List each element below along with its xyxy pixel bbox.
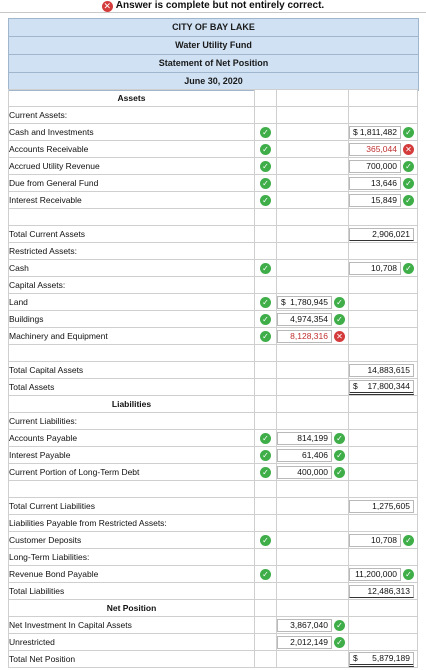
- column-1: [277, 277, 349, 294]
- amount-col1-input[interactable]: [277, 449, 332, 462]
- column-1: [277, 634, 349, 651]
- amount-col2-cell: [349, 143, 417, 156]
- error-icon: ✕: [403, 144, 414, 155]
- mark-cell: [255, 413, 277, 430]
- mark-cell: [255, 226, 277, 243]
- amount-col1-input[interactable]: [277, 330, 332, 343]
- amount-col2-input[interactable]: [349, 568, 401, 581]
- amount-col1-cell: [277, 449, 348, 462]
- mark-cell: [255, 447, 277, 464]
- check-icon: ✓: [260, 433, 271, 444]
- column-1: [277, 413, 349, 430]
- amount-value: 700,000: [366, 161, 397, 171]
- column-2: [349, 498, 418, 515]
- currency-prefix: $: [281, 297, 286, 307]
- column-2: [349, 328, 418, 345]
- check-icon: ✓: [403, 535, 414, 546]
- check-icon: ✓: [334, 433, 345, 444]
- table-row: [9, 430, 418, 447]
- amount-col1-input[interactable]: [277, 466, 332, 479]
- row-label: Net Investment In Capital Assets: [9, 617, 255, 634]
- check-icon: ✓: [334, 467, 345, 478]
- column-2: [349, 158, 418, 175]
- mark-cell: [255, 175, 277, 192]
- amount-col1-cell: [277, 432, 348, 445]
- row-label: Capital Assets:: [9, 277, 255, 294]
- entity-name: CITY OF BAY LAKE: [9, 19, 418, 37]
- amount-col1-input[interactable]: [277, 619, 332, 632]
- amount-value: 10,708: [371, 535, 397, 545]
- check-icon: ✓: [260, 263, 271, 274]
- mark-cell: [255, 107, 277, 124]
- mark-cell: [255, 141, 277, 158]
- column-2: [349, 175, 418, 192]
- amount-value: 365,044: [366, 144, 397, 154]
- amount-col2-input[interactable]: [349, 126, 401, 139]
- check-icon: ✓: [260, 144, 271, 155]
- check-icon: ✓: [260, 195, 271, 206]
- row-label[interactable]: Machinery and Equipment: [9, 328, 255, 345]
- amount-col1-input[interactable]: [277, 296, 332, 309]
- column-1: [277, 141, 349, 158]
- column-2: [349, 277, 418, 294]
- mark-cell: [255, 651, 277, 668]
- amount-value: 1,780,945: [290, 297, 328, 307]
- mark-cell: [255, 243, 277, 260]
- amount-value: 10,708: [371, 263, 397, 273]
- row-label: Total Capital Assets: [9, 362, 255, 379]
- check-icon: ✓: [260, 569, 271, 580]
- column-2: [349, 260, 418, 277]
- row-label[interactable]: Interest Receivable: [9, 192, 255, 209]
- mark-cell: [255, 362, 277, 379]
- row-label: Liabilities Payable from Restricted Assets:: [9, 515, 255, 532]
- table-row: [9, 243, 418, 260]
- mark-cell: [255, 583, 277, 600]
- column-2: [349, 617, 418, 634]
- mark-cell: [255, 379, 277, 396]
- check-icon: ✓: [403, 127, 414, 138]
- banner-text: Answer is complete but not entirely correct.: [115, 0, 325, 11]
- column-1: [277, 192, 349, 209]
- column-1: [277, 617, 349, 634]
- table-row: [9, 362, 418, 379]
- row-label[interactable]: Land: [9, 294, 255, 311]
- check-icon: ✓: [334, 620, 345, 631]
- amount-col1-input[interactable]: [277, 313, 332, 326]
- column-1: [277, 328, 349, 345]
- amount-col1-input[interactable]: [277, 432, 332, 445]
- table-row: [9, 328, 418, 345]
- check-icon: ✓: [403, 263, 414, 274]
- amount-col2-input[interactable]: [349, 652, 414, 667]
- amount-col1-cell: [277, 466, 348, 479]
- mark-cell: [255, 192, 277, 209]
- amount-col2-cell: [349, 177, 417, 190]
- row-label: Total Liabilities: [9, 583, 255, 600]
- currency-prefix: $: [353, 127, 358, 137]
- column-1: [277, 107, 349, 124]
- table-row: [9, 651, 418, 668]
- column-1: [277, 311, 349, 328]
- check-icon: ✓: [260, 161, 271, 172]
- column-2: [349, 226, 418, 243]
- row-label: Unrestricted: [9, 634, 255, 651]
- column-2: [349, 192, 418, 209]
- table-row: [9, 413, 418, 430]
- check-icon: ✓: [334, 637, 345, 648]
- column-1: [277, 294, 349, 311]
- row-label[interactable]: Cash and Investments: [9, 124, 255, 141]
- row-label[interactable]: Revenue Bond Payable: [9, 566, 255, 583]
- table-row: [9, 124, 418, 141]
- fund-name: Water Utility Fund: [9, 37, 418, 55]
- column-2: [349, 294, 418, 311]
- table-row: [9, 226, 418, 243]
- amount-col2-cell: [349, 262, 417, 275]
- amount-col2-input[interactable]: [349, 585, 414, 598]
- column-1: [277, 651, 349, 668]
- column-1: [277, 243, 349, 260]
- check-icon: ✓: [260, 331, 271, 342]
- column-1: [277, 549, 349, 566]
- table-row: [9, 107, 418, 124]
- mark-cell: [255, 566, 277, 583]
- column-1: [277, 498, 349, 515]
- check-icon: ✓: [260, 127, 271, 138]
- amount-col2-input[interactable]: [349, 228, 414, 241]
- mark-cell: [255, 124, 277, 141]
- mark-cell: [255, 617, 277, 634]
- amount-col1-cell: [277, 619, 348, 632]
- amount-col2-input[interactable]: [349, 194, 401, 207]
- amount-value: 61,406: [302, 450, 328, 460]
- row-label[interactable]: Customer Deposits: [9, 532, 255, 549]
- table-row: [9, 515, 418, 532]
- column-1: [277, 379, 349, 396]
- amount-col1-input[interactable]: [277, 636, 332, 649]
- amount-col1-cell: [277, 330, 348, 343]
- column-2: [349, 515, 418, 532]
- mark-cell: [255, 328, 277, 345]
- section-title: Liabilities: [9, 396, 255, 413]
- check-icon: ✓: [334, 297, 345, 308]
- amount-col2-cell: [349, 500, 417, 513]
- mark-cell: [255, 549, 277, 566]
- column-2: [349, 566, 418, 583]
- column-2: [349, 379, 418, 396]
- row-label[interactable]: Accounts Receivable: [9, 141, 255, 158]
- column-2: [349, 141, 418, 158]
- amount-value: 14,883,615: [367, 365, 410, 375]
- column-1: [277, 260, 349, 277]
- column-2: [349, 447, 418, 464]
- check-icon: ✓: [334, 314, 345, 325]
- amount-value: 3,867,040: [290, 620, 328, 630]
- column-2: [349, 413, 418, 430]
- table-row: [9, 617, 418, 634]
- statement-title: Statement of Net Position: [9, 55, 418, 73]
- amount-col1-cell: [277, 296, 348, 309]
- amount-value: 400,000: [297, 467, 328, 477]
- amount-col2-input[interactable]: [349, 500, 414, 513]
- check-icon: ✓: [403, 161, 414, 172]
- mark-cell: [255, 260, 277, 277]
- table-row: [9, 311, 418, 328]
- amount-col2-input[interactable]: [349, 262, 401, 275]
- check-icon: ✓: [403, 569, 414, 580]
- column-2: [349, 583, 418, 600]
- table-row: [9, 498, 418, 515]
- table-row: [9, 294, 418, 311]
- table-row: [9, 158, 418, 175]
- check-icon: ✓: [260, 467, 271, 478]
- amount-value: 2,012,149: [290, 637, 328, 647]
- mark-cell: [255, 532, 277, 549]
- row-label: Total Net Position: [9, 651, 255, 668]
- mark-cell: [255, 634, 277, 651]
- currency-prefix: $: [353, 653, 358, 663]
- table-row: [9, 447, 418, 464]
- column-1: [277, 362, 349, 379]
- table-row: [9, 192, 418, 209]
- amount-value: 5,879,189: [372, 653, 410, 663]
- result-banner: [0, 0, 426, 13]
- table-row: [9, 260, 418, 277]
- amount-value: 4,974,354: [290, 314, 328, 324]
- column-2: [349, 549, 418, 566]
- row-label: Restricted Assets:: [9, 243, 255, 260]
- row-label: Long-Term Liabilities:: [9, 549, 255, 566]
- mark-cell: [255, 294, 277, 311]
- mark-cell: [255, 515, 277, 532]
- row-label[interactable]: Cash: [9, 260, 255, 277]
- row-label[interactable]: Accounts Payable: [9, 430, 255, 447]
- row-label: Current Assets:: [9, 107, 255, 124]
- row-label: Total Current Liabilities: [9, 498, 255, 515]
- mark-cell: [255, 498, 277, 515]
- column-1: [277, 532, 349, 549]
- amount-col2-input[interactable]: [349, 534, 401, 547]
- table-row: [9, 481, 418, 498]
- amount-value: 8,128,316: [290, 331, 328, 341]
- amount-col2-cell: [349, 534, 417, 547]
- row-label: Total Current Assets: [9, 226, 255, 243]
- column-2: [349, 311, 418, 328]
- check-icon: ✓: [260, 297, 271, 308]
- amount-col2-input[interactable]: [349, 364, 414, 377]
- row-label: Current Liabilities:: [9, 413, 255, 430]
- column-1: [277, 464, 349, 481]
- error-icon: ✕: [103, 0, 112, 11]
- net-position-table: [8, 89, 418, 668]
- column-2: [349, 362, 418, 379]
- table-row: [9, 277, 418, 294]
- amount-value: 1,811,482: [359, 127, 397, 137]
- column-1: [277, 175, 349, 192]
- amount-col2-input[interactable]: [349, 143, 401, 156]
- currency-prefix: $: [353, 381, 358, 391]
- section-header-row: [9, 396, 418, 413]
- column-2: [349, 124, 418, 141]
- row-label[interactable]: Current Portion of Long-Term Debt: [9, 464, 255, 481]
- check-icon: ✓: [260, 450, 271, 461]
- column-1: [277, 226, 349, 243]
- table-row: [9, 634, 418, 651]
- table-row: [9, 379, 418, 396]
- column-1: [277, 124, 349, 141]
- amount-col2-input[interactable]: [349, 177, 401, 190]
- column-2: [349, 532, 418, 549]
- mark-cell: [255, 464, 277, 481]
- column-2: [349, 651, 418, 668]
- amount-col2-cell: [349, 568, 417, 581]
- section-header-row: [9, 600, 418, 617]
- section-header-row: [9, 90, 418, 107]
- section-title: Net Position: [9, 600, 255, 617]
- column-1: [277, 583, 349, 600]
- table-row: [9, 464, 418, 481]
- column-2: [349, 634, 418, 651]
- check-icon: ✓: [260, 535, 271, 546]
- error-icon: ✕: [334, 331, 345, 342]
- section-title: Assets: [9, 90, 255, 107]
- row-label: Total Assets: [9, 379, 255, 396]
- amount-value: 2,906,021: [372, 229, 410, 239]
- table-row: [9, 583, 418, 600]
- table-row: [9, 549, 418, 566]
- amount-col1-cell: [277, 636, 348, 649]
- column-1: [277, 447, 349, 464]
- mark-cell: [255, 277, 277, 294]
- amount-col2-input[interactable]: [349, 380, 414, 395]
- table-row: [9, 175, 418, 192]
- amount-col2-input[interactable]: [349, 160, 401, 173]
- mark-cell: [255, 311, 277, 328]
- row-label[interactable]: Interest Payable: [9, 447, 255, 464]
- amount-col2-cell: [349, 126, 417, 139]
- column-2: [349, 430, 418, 447]
- column-2: [349, 464, 418, 481]
- amount-col2-cell: [349, 194, 417, 207]
- check-icon: ✓: [403, 195, 414, 206]
- amount-col2-cell: [349, 585, 417, 598]
- table-row: [9, 532, 418, 549]
- column-2: [349, 243, 418, 260]
- check-icon: ✓: [260, 314, 271, 325]
- amount-value: 17,800,344: [367, 381, 410, 391]
- check-icon: ✓: [260, 178, 271, 189]
- amount-col2-cell: [349, 160, 417, 173]
- mark-cell: [255, 430, 277, 447]
- row-label[interactable]: Due from General Fund: [9, 175, 255, 192]
- column-1: [277, 515, 349, 532]
- table-row: [9, 345, 418, 362]
- amount-value: 11,200,000: [355, 569, 397, 579]
- row-label[interactable]: Buildings: [9, 311, 255, 328]
- amount-value: 1,275,605: [372, 501, 410, 511]
- mark-cell: [255, 158, 277, 175]
- amount-value: 12,486,313: [367, 586, 410, 596]
- statement-header: [8, 18, 419, 91]
- column-1: [277, 566, 349, 583]
- table-row: [9, 209, 418, 226]
- column-2: [349, 107, 418, 124]
- column-1: [277, 430, 349, 447]
- table-row: [9, 566, 418, 583]
- amount-col1-cell: [277, 313, 348, 326]
- check-icon: ✓: [334, 450, 345, 461]
- amount-value: 13,646: [371, 178, 397, 188]
- amount-col2-cell: [349, 652, 417, 667]
- amount-col2-cell: [349, 364, 417, 377]
- amount-col2-cell: [349, 380, 417, 395]
- check-icon: ✓: [403, 178, 414, 189]
- row-label[interactable]: Accrued Utility Revenue: [9, 158, 255, 175]
- table-row: [9, 141, 418, 158]
- column-1: [277, 158, 349, 175]
- statement-date: June 30, 2020: [184, 76, 243, 86]
- amount-value: 15,849: [371, 195, 397, 205]
- amount-value: 814,199: [297, 433, 328, 443]
- amount-col2-cell: [349, 228, 417, 241]
